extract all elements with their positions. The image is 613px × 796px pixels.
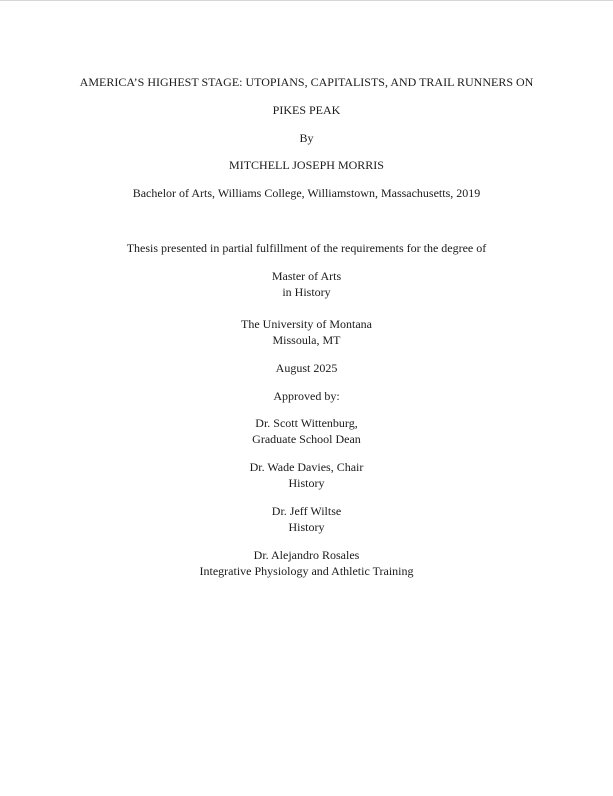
committee-member-role: Graduate School Dean xyxy=(252,432,361,446)
by-label: By xyxy=(299,131,314,145)
degree-name: Master of Arts xyxy=(271,269,342,283)
thesis-statement: Thesis presented in partial fulfillment of the requirements for the degree of xyxy=(126,241,487,255)
approved-by-label: Approved by: xyxy=(273,389,340,403)
prior-degree: Bachelor of Arts, Williams College, Williamstown, Massachusetts, 2019 xyxy=(132,186,481,200)
thesis-title-line-1: AMERICA’S HIGHEST STAGE: UTOPIANS, CAPITALISTS, AND TRAIL RUNNERS ON xyxy=(79,75,534,89)
university-location: Missoula, MT xyxy=(272,333,341,347)
committee-member-name: Dr. Alejandro Rosales xyxy=(253,548,360,562)
submission-date: August 2025 xyxy=(275,361,338,375)
committee-member-role: History xyxy=(288,520,325,534)
author-name: MITCHELL JOSEPH MORRIS xyxy=(229,158,384,172)
committee-member-role: History xyxy=(288,476,325,490)
committee-member-role: Integrative Physiology and Athletic Training xyxy=(199,564,414,578)
committee-member-name: Dr. Jeff Wiltse xyxy=(271,504,342,518)
university-name: The University of Montana xyxy=(241,317,372,331)
committee-member-name: Dr. Wade Davies, Chair xyxy=(249,460,364,474)
degree-field: in History xyxy=(282,285,331,299)
thesis-title-line-2: PIKES PEAK xyxy=(272,103,341,117)
committee-member-name: Dr. Scott Wittenburg, xyxy=(255,416,358,430)
